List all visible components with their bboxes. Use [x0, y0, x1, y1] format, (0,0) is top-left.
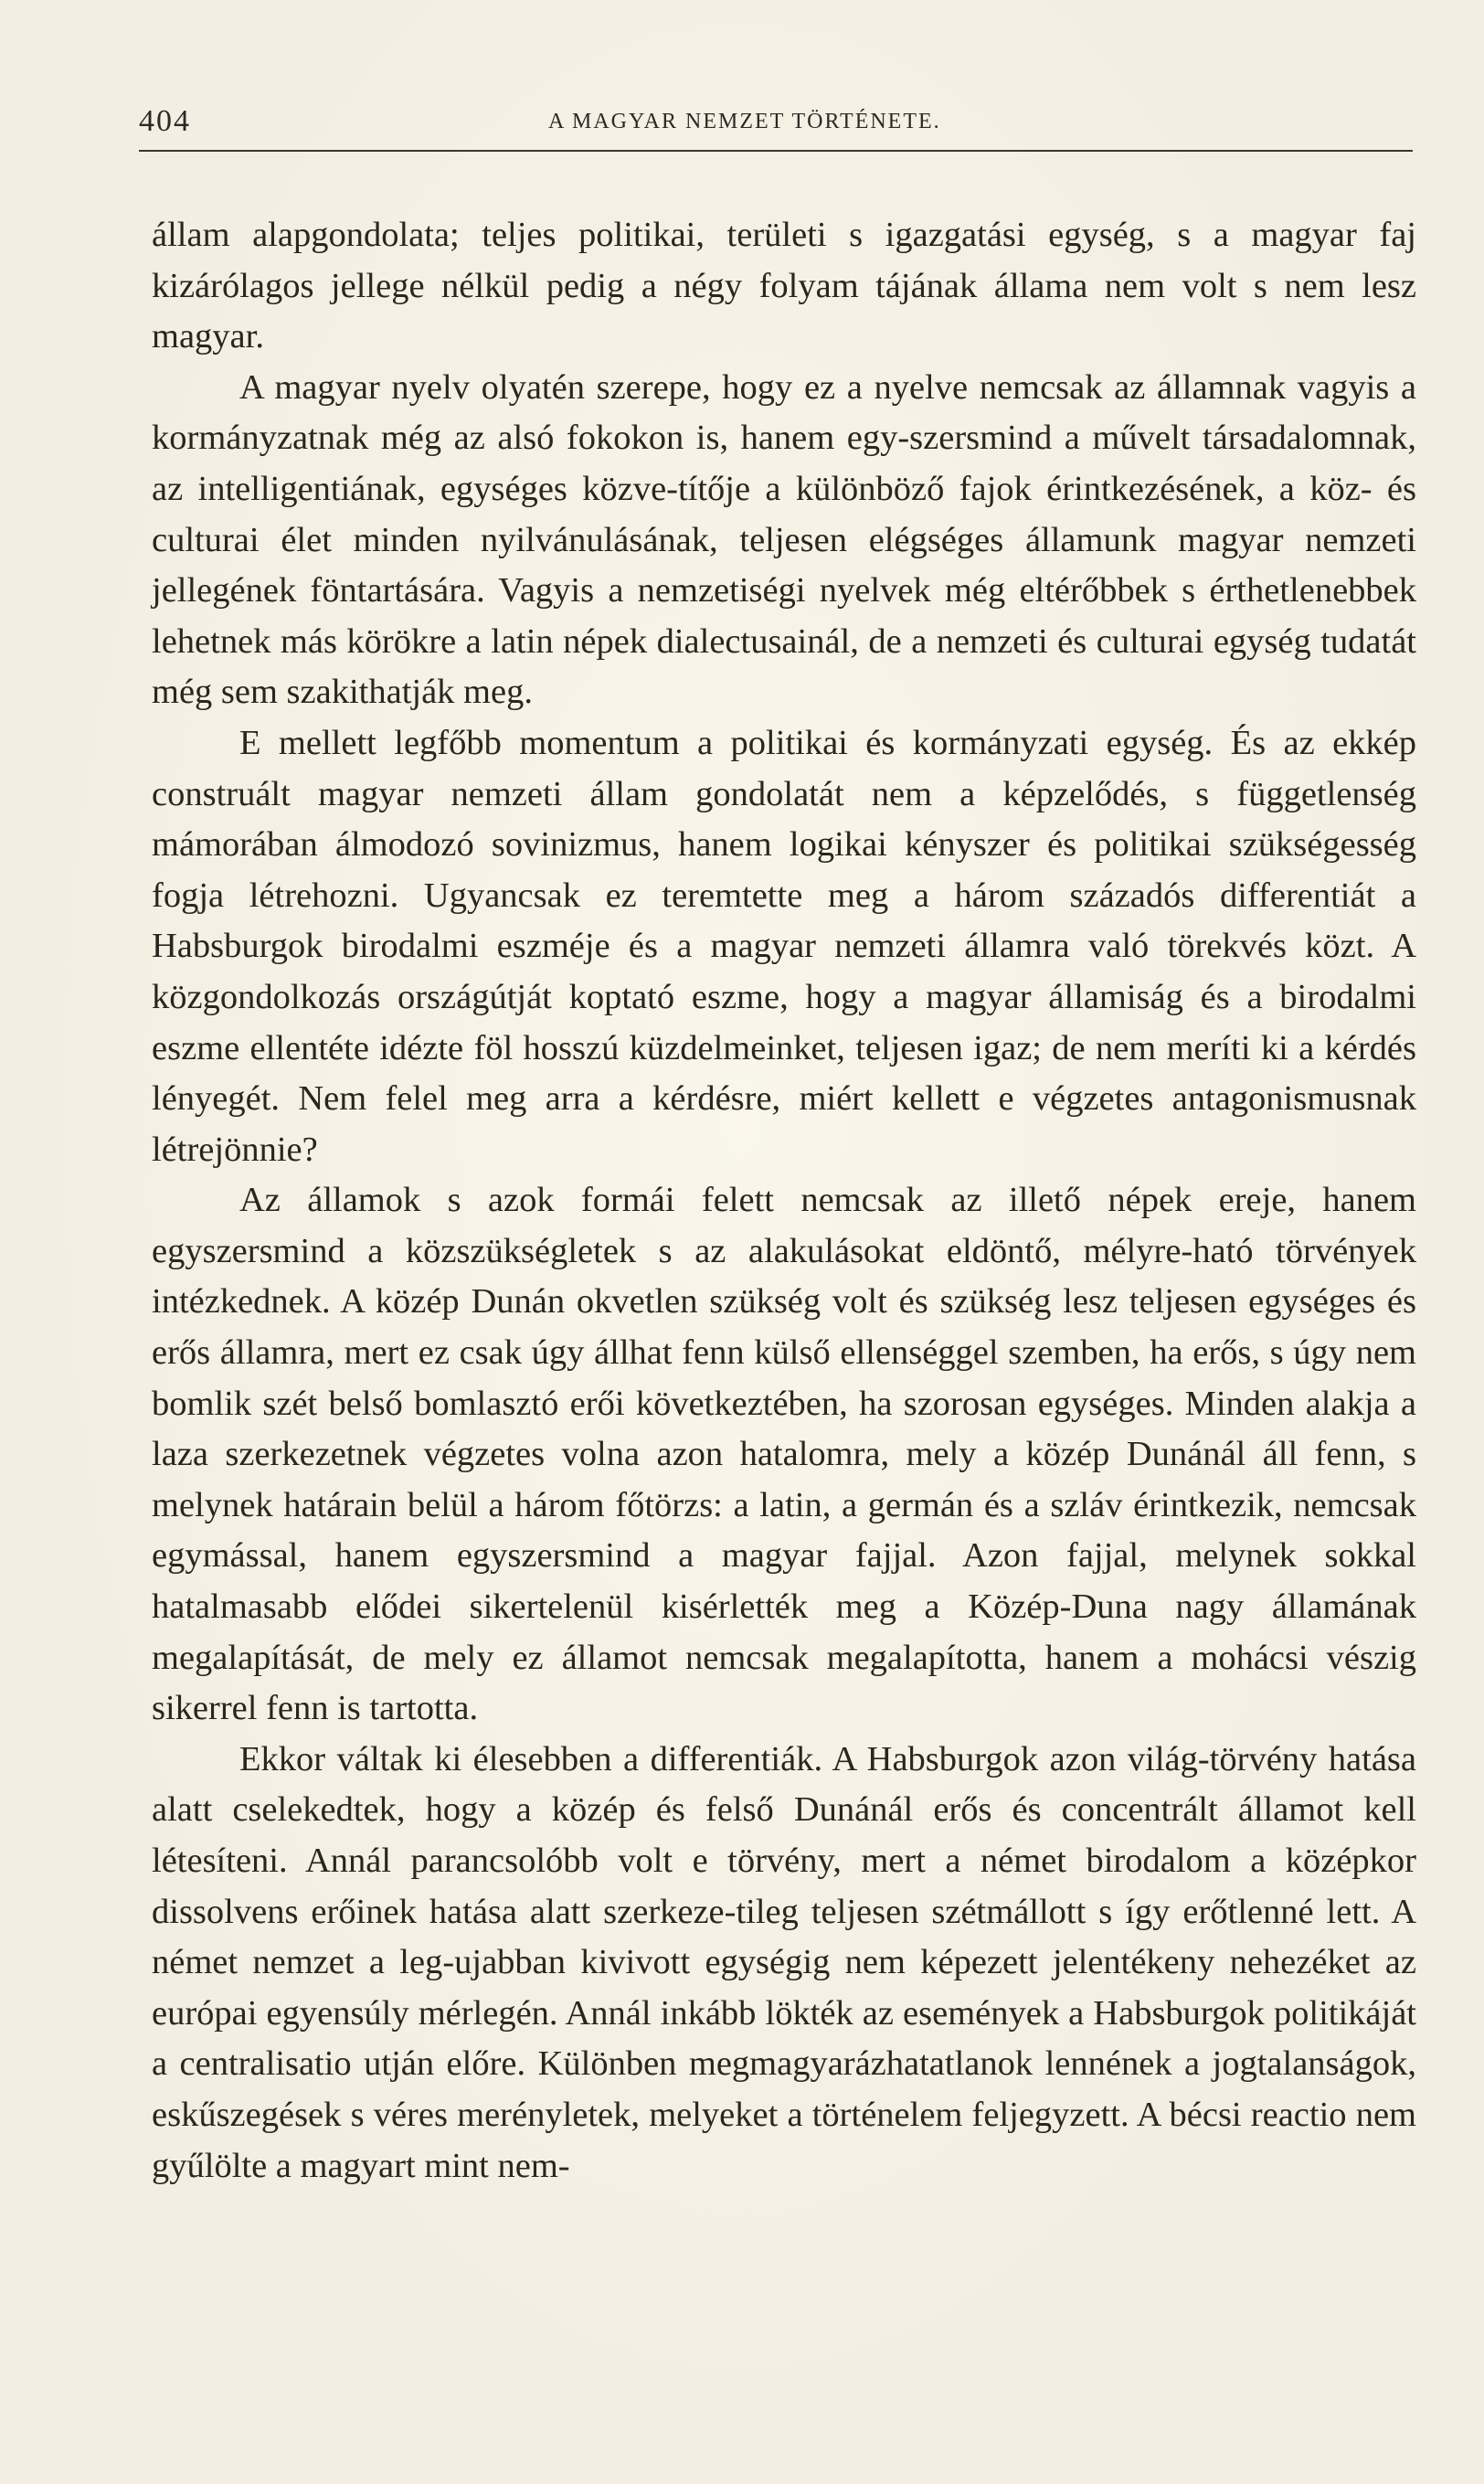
book-title: A MAGYAR NEMZET TÖRTÉNETE. [548, 110, 941, 133]
paragraph-1: állam alapgondolata; teljes politikai, területi s igazgatási egység, s a magyar faj kizárólagos jellege nélkül pedig a négy folyam tájának állama nem volt s nem lesz magyar. [152, 216, 1416, 356]
paragraph-3: E mellett legfőbb momentum a politikai és kormányzati egység. És az ekkép construált magyar nemzeti állam gondolatát nem a képzelődés, s függetlenség mámorában álmodozó sovinizmus, hanem logikai kényszer és politikai szükségesség fogja létrehozni. Ugyancsak ez teremtette meg a három századós differentiát a Habsburgok birodalmi eszméje és a magyar nemzeti államra való törekvés közt. A közgondolkozás országútját koptató eszme, hogy a magyar államiság és a birodalmi eszme ellentéte idézte föl hosszú küzdelmeinket, teljesen igaz; de nem meríti ki a kérdés lényegét. Nem felel meg arra a kérdésre, miért kellett e végzetes antagonismusnak létrejönnie? [152, 723, 1416, 1169]
paragraph-5: Ekkor váltak ki élesebben a differentiák. A Habsburgok azon világ-törvény hatása alatt cselekedtek, hogy a közép és felső Dunánál erős és concentrált államot kell létesíteni. Annál parancsolóbb volt e törvény, mert a német birodalom a középkor dissolvens erőinek hatása alatt szerkeze-tileg teljesen szétmállott s így erőtlenné lett. A német nemzet a leg-ujabban kivivott egységig nem képezett jelentékeny nehezéket az európai egyensúly mérlegén. Annál inkább lökték az események a Habsburgok politikáját a centralisatio utján előre. Különben megmagyarázhatatlanok lennének a jogtalanságok, eskűszegések s véres merényletek, melyeket a történelem feljegyzett. A bécsi reactio nem gyűlölte a magyart mint nem- [152, 1739, 1416, 2185]
paragraph-4: Az államok s azok formái felett nemcsak az illető népek ereje, hanem egyszersmind a közszükségletek s az alakulásokat eldöntő, mélyre-ható törvények intézkednek. A közép Dunán okvetlen szükség volt és szükség lesz teljesen egységes és erős államra, mert ez csak úgy állhat fenn külső ellenséggel szemben, ha erős, s úgy nem bomlik szét belső bomlasztó erői következtében, ha szorosan egységes. Minden alakja a laza szerkezetnek végzetes volna azon hatalomra, mely a közép Dunánál áll fenn, s melynek határain belül a három főtörzs: a latin, a germán és a szláv érintkezik, nemcsak egymással, hanem egyszersmind a magyar fajjal. Azon fajjal, melynek sokkal hatalmasabb elődei sikertelenül kisérlették meg a Közép-Duna nagy államának megalapítását, de mely ez államot nemcsak megalapította, hanem a mohácsi vészig sikerrel fenn is tartotta. [152, 1181, 1416, 1728]
page-number: 404 [139, 104, 191, 138]
paragraph-2: A magyar nyelv olyatén szerepe, hogy ez a nyelve nemcsak az államnak vagyis a kormányzatnak még az alsó fokokon is, hanem egy-szersmind a művelt társadalomnak, az intelligentiának, egységes közve-títője a különböző fajok érintkezésének, a köz- és culturai élet minden nyilvánulásának, teljesen elégséges államunk magyar nemzeti jellegének föntartására. Vagyis a nemzetiségi nyelvek még eltérőbbek s érthetlenebbek lehetnek más körökre a latin népek dialectusainál, de a nemzeti és culturai egység tudatát még sem szakithatják meg. [152, 367, 1416, 712]
body-text [152, 210, 1416, 2192]
running-head [139, 104, 1411, 150]
header-rule [139, 150, 1413, 152]
